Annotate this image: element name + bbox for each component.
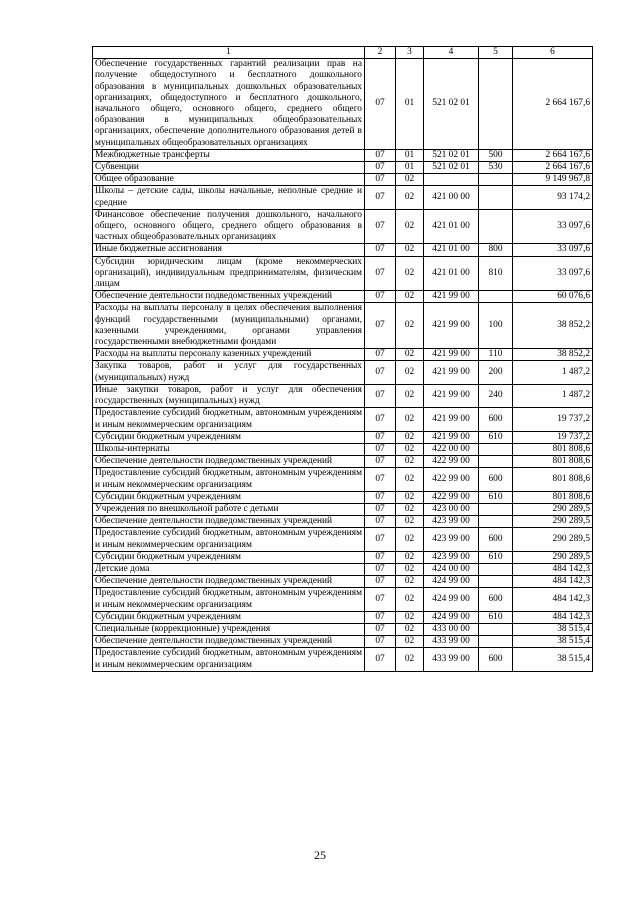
row-amount: 484 142,3 <box>513 563 593 575</box>
row-amount: 2 664 167,6 <box>513 162 593 174</box>
row-target-item: 424 99 00 <box>424 576 479 588</box>
row-amount: 60 076,6 <box>513 291 593 303</box>
row-expense-type: 610 <box>479 611 513 623</box>
row-name: Обеспечение государственных гарантий реализации прав на получение общедоступного и бесплатного дошкольного образования в муниципальных дошкольных образовательных организациях, общедоступного и бесплатного дошкольного, начального общего, основного общего, среднего общего образования в муниципальных общеобразовательных организациях, обеспечение дополнительного образования детей в муниципальных общеобразовательных организациях <box>93 59 365 150</box>
row-expense-type <box>479 636 513 648</box>
row-name: Предоставление субсидий бюджетным, автономным учреждениям и иным некоммерческим организациям <box>93 528 365 551</box>
row-expense-type <box>479 456 513 468</box>
row-amount: 1 487,2 <box>513 384 593 407</box>
row-section: 07 <box>365 256 396 291</box>
row-name: Субсидии бюджетным учреждениям <box>93 611 365 623</box>
row-section: 07 <box>365 588 396 611</box>
row-name: Предоставление субсидий бюджетным, автономным учреждениям и иным некоммерческим организациям <box>93 588 365 611</box>
row-section: 07 <box>365 551 396 563</box>
row-subsection: 02 <box>396 209 424 244</box>
row-subsection: 02 <box>396 576 424 588</box>
row-target-item: 423 99 00 <box>424 551 479 563</box>
row-name: Субсидии бюджетным учреждениям <box>93 431 365 443</box>
row-target-item: 421 99 00 <box>424 384 479 407</box>
row-subsection: 01 <box>396 162 424 174</box>
row-amount: 801 808,6 <box>513 456 593 468</box>
row-amount: 19 737,2 <box>513 408 593 431</box>
table-row <box>93 59 593 150</box>
row-name: Субсидии юридическим лицам (кроме некоммерческих организаций), индивидуальным предпринимателям, физическим лицам <box>93 256 365 291</box>
row-section: 07 <box>365 209 396 244</box>
row-expense-type <box>479 576 513 588</box>
row-subsection: 02 <box>396 361 424 384</box>
row-subsection: 02 <box>396 623 424 635</box>
row-name: Школы-интернаты <box>93 443 365 455</box>
row-subsection: 02 <box>396 291 424 303</box>
header-cell: 4 <box>424 47 479 59</box>
row-amount: 290 289,5 <box>513 528 593 551</box>
row-expense-type <box>479 443 513 455</box>
row-subsection: 02 <box>396 431 424 443</box>
table-row <box>93 491 593 503</box>
row-section: 07 <box>365 361 396 384</box>
row-section: 07 <box>365 303 396 349</box>
row-expense-type: 110 <box>479 349 513 361</box>
row-section: 07 <box>365 443 396 455</box>
row-subsection: 02 <box>396 491 424 503</box>
row-expense-type <box>479 563 513 575</box>
row-target-item: 421 99 00 <box>424 303 479 349</box>
row-expense-type: 240 <box>479 384 513 407</box>
row-target-item: 422 99 00 <box>424 491 479 503</box>
row-expense-type <box>479 516 513 528</box>
row-amount: 38 852,2 <box>513 349 593 361</box>
row-expense-type: 810 <box>479 256 513 291</box>
row-amount: 484 142,3 <box>513 588 593 611</box>
table-row <box>93 209 593 244</box>
row-name: Субсидии бюджетным учреждениям <box>93 491 365 503</box>
table-row <box>93 503 593 515</box>
row-amount: 33 097,6 <box>513 244 593 256</box>
row-section: 07 <box>365 408 396 431</box>
row-amount: 1 487,2 <box>513 361 593 384</box>
row-amount: 290 289,5 <box>513 551 593 563</box>
table-row <box>93 361 593 384</box>
row-subsection: 01 <box>396 149 424 161</box>
row-name: Детские дома <box>93 563 365 575</box>
row-target-item: 423 99 00 <box>424 528 479 551</box>
row-section: 07 <box>365 186 396 209</box>
row-target-item: 422 99 00 <box>424 468 479 491</box>
row-amount: 2 664 167,6 <box>513 59 593 150</box>
header-cell: 2 <box>365 47 396 59</box>
row-name: Общее образование <box>93 174 365 186</box>
row-subsection: 02 <box>396 408 424 431</box>
row-name: Расходы на выплаты персоналу в целях обеспечения выполнения функций государственными (муниципальными) органами, казенными учреждениями, органами управления государственными внебюджетными фондами <box>93 303 365 349</box>
table-header-row <box>93 47 593 59</box>
row-name: Иные бюджетные ассигнования <box>93 244 365 256</box>
row-name: Субвенции <box>93 162 365 174</box>
row-target-item <box>424 174 479 186</box>
row-target-item: 421 99 00 <box>424 361 479 384</box>
row-target-item: 424 99 00 <box>424 611 479 623</box>
row-section: 07 <box>365 528 396 551</box>
row-expense-type: 600 <box>479 408 513 431</box>
row-subsection: 02 <box>396 611 424 623</box>
row-section: 07 <box>365 636 396 648</box>
table-row <box>93 468 593 491</box>
row-subsection: 02 <box>396 636 424 648</box>
row-expense-type <box>479 186 513 209</box>
table-body <box>93 59 593 672</box>
header-cell: 1 <box>93 47 365 59</box>
row-amount: 38 515,4 <box>513 623 593 635</box>
row-section: 07 <box>365 174 396 186</box>
row-section: 07 <box>365 563 396 575</box>
row-amount: 290 289,5 <box>513 503 593 515</box>
table-row <box>93 431 593 443</box>
row-section: 07 <box>365 431 396 443</box>
row-target-item: 424 00 00 <box>424 563 479 575</box>
row-section: 07 <box>365 516 396 528</box>
row-name: Финансовое обеспечение получения дошкольного, начального общего, основного общего, среднего общего образования в частных общеобразовательных организациях <box>93 209 365 244</box>
table-row <box>93 588 593 611</box>
row-amount: 2 664 167,6 <box>513 149 593 161</box>
row-name: Специальные (коррекционные) учреждения <box>93 623 365 635</box>
row-expense-type: 500 <box>479 149 513 161</box>
row-target-item: 423 00 00 <box>424 503 479 515</box>
row-subsection: 02 <box>396 456 424 468</box>
row-subsection: 02 <box>396 244 424 256</box>
row-subsection: 02 <box>396 303 424 349</box>
table-row <box>93 186 593 209</box>
table-row <box>93 611 593 623</box>
row-subsection: 02 <box>396 528 424 551</box>
table-row <box>93 443 593 455</box>
row-section: 07 <box>365 162 396 174</box>
header-cell: 6 <box>513 47 593 59</box>
row-expense-type: 600 <box>479 648 513 671</box>
row-section: 07 <box>365 503 396 515</box>
header-cell: 3 <box>396 47 424 59</box>
table-row <box>93 576 593 588</box>
row-name: Предоставление субсидий бюджетным, автономным учреждениям и иным некоммерческим организациям <box>93 408 365 431</box>
row-amount: 19 737,2 <box>513 431 593 443</box>
row-section: 07 <box>365 623 396 635</box>
table-row <box>93 551 593 563</box>
row-subsection: 02 <box>396 563 424 575</box>
header-cell: 5 <box>479 47 513 59</box>
row-target-item: 421 99 00 <box>424 431 479 443</box>
row-subsection: 02 <box>396 174 424 186</box>
table-row <box>93 528 593 551</box>
row-target-item: 421 99 00 <box>424 349 479 361</box>
row-expense-type: 800 <box>479 244 513 256</box>
row-target-item: 433 99 00 <box>424 648 479 671</box>
row-target-item: 421 00 00 <box>424 186 479 209</box>
row-expense-type: 610 <box>479 551 513 563</box>
row-target-item: 433 00 00 <box>424 623 479 635</box>
table-row <box>93 349 593 361</box>
row-name: Субсидии бюджетным учреждениям <box>93 551 365 563</box>
row-target-item: 424 99 00 <box>424 588 479 611</box>
row-subsection: 02 <box>396 551 424 563</box>
row-amount: 801 808,6 <box>513 491 593 503</box>
table-row <box>93 149 593 161</box>
row-expense-type: 600 <box>479 528 513 551</box>
row-amount: 801 808,6 <box>513 443 593 455</box>
row-section: 07 <box>365 349 396 361</box>
row-name: Предоставление субсидий бюджетным, автономным учреждениям и иным некоммерческим организациям <box>93 648 365 671</box>
page-number: 25 <box>314 848 326 862</box>
row-target-item: 421 01 00 <box>424 209 479 244</box>
row-expense-type <box>479 209 513 244</box>
row-amount: 93 174,2 <box>513 186 593 209</box>
table-row <box>93 516 593 528</box>
row-target-item: 421 01 00 <box>424 244 479 256</box>
row-name: Закупка товаров, работ и услуг для государственных (муниципальных) нужд <box>93 361 365 384</box>
table-row <box>93 623 593 635</box>
row-target-item: 433 99 00 <box>424 636 479 648</box>
row-amount: 801 808,6 <box>513 468 593 491</box>
table-row <box>93 303 593 349</box>
table-row <box>93 636 593 648</box>
row-amount: 9 149 967,8 <box>513 174 593 186</box>
row-name: Расходы на выплаты персоналу казенных учреждений <box>93 349 365 361</box>
row-section: 07 <box>365 648 396 671</box>
row-expense-type: 600 <box>479 468 513 491</box>
row-subsection: 02 <box>396 443 424 455</box>
row-section: 07 <box>365 244 396 256</box>
row-name: Школы – детские сады, школы начальные, неполные средние и средние <box>93 186 365 209</box>
row-section: 07 <box>365 149 396 161</box>
row-section: 07 <box>365 491 396 503</box>
row-name: Обеспечение деятельности подведомственных учреждений <box>93 291 365 303</box>
row-subsection: 02 <box>396 516 424 528</box>
row-amount: 484 142,3 <box>513 576 593 588</box>
row-expense-type <box>479 623 513 635</box>
row-expense-type: 100 <box>479 303 513 349</box>
row-target-item: 421 99 00 <box>424 408 479 431</box>
row-amount: 38 515,4 <box>513 648 593 671</box>
table-row <box>93 384 593 407</box>
row-subsection: 02 <box>396 256 424 291</box>
row-expense-type: 600 <box>479 588 513 611</box>
table-row <box>93 256 593 291</box>
row-expense-type <box>479 174 513 186</box>
table-row <box>93 174 593 186</box>
row-target-item: 421 01 00 <box>424 256 479 291</box>
row-subsection: 02 <box>396 384 424 407</box>
row-target-item: 422 99 00 <box>424 456 479 468</box>
table-row <box>93 291 593 303</box>
row-subsection: 02 <box>396 468 424 491</box>
row-amount: 290 289,5 <box>513 516 593 528</box>
row-name: Обеспечение деятельности подведомственных учреждений <box>93 576 365 588</box>
table-row <box>93 456 593 468</box>
row-subsection: 02 <box>396 349 424 361</box>
row-name: Обеспечение деятельности подведомственных учреждений <box>93 636 365 648</box>
row-name: Обеспечение деятельности подведомственных учреждений <box>93 516 365 528</box>
table-row <box>93 563 593 575</box>
row-amount: 33 097,6 <box>513 256 593 291</box>
row-subsection: 02 <box>396 503 424 515</box>
row-name: Иные закупки товаров, работ и услуг для обеспечения государственных (муниципальных) нужд <box>93 384 365 407</box>
budget-table <box>92 46 593 672</box>
row-target-item: 521 02 01 <box>424 59 479 150</box>
row-target-item: 421 99 00 <box>424 291 479 303</box>
row-section: 07 <box>365 291 396 303</box>
row-target-item: 521 02 01 <box>424 149 479 161</box>
row-expense-type: 610 <box>479 491 513 503</box>
budget-table-container <box>92 46 592 672</box>
row-amount: 38 852,2 <box>513 303 593 349</box>
row-section: 07 <box>365 456 396 468</box>
row-section: 07 <box>365 384 396 407</box>
table-row <box>93 244 593 256</box>
row-name: Обеспечение деятельности подведомственных учреждений <box>93 456 365 468</box>
row-subsection: 02 <box>396 186 424 209</box>
row-subsection: 02 <box>396 648 424 671</box>
row-target-item: 423 99 00 <box>424 516 479 528</box>
row-subsection: 02 <box>396 588 424 611</box>
row-expense-type: 200 <box>479 361 513 384</box>
row-section: 07 <box>365 468 396 491</box>
row-expense-type: 530 <box>479 162 513 174</box>
row-amount: 484 142,3 <box>513 611 593 623</box>
row-section: 07 <box>365 576 396 588</box>
row-expense-type <box>479 503 513 515</box>
row-expense-type: 610 <box>479 431 513 443</box>
row-target-item: 521 02 01 <box>424 162 479 174</box>
row-expense-type <box>479 59 513 150</box>
row-name: Предоставление субсидий бюджетным, автономным учреждениям и иным некоммерческим организациям <box>93 468 365 491</box>
row-section: 07 <box>365 611 396 623</box>
table-row <box>93 408 593 431</box>
row-amount: 33 097,6 <box>513 209 593 244</box>
row-subsection: 01 <box>396 59 424 150</box>
row-name: Учреждения по внешкольной работе с детьми <box>93 503 365 515</box>
row-section: 07 <box>365 59 396 150</box>
row-expense-type <box>479 291 513 303</box>
table-row <box>93 162 593 174</box>
table-row <box>93 648 593 671</box>
row-target-item: 422 00 00 <box>424 443 479 455</box>
row-name: Межбюджетные трансферты <box>93 149 365 161</box>
row-amount: 38 515,4 <box>513 636 593 648</box>
